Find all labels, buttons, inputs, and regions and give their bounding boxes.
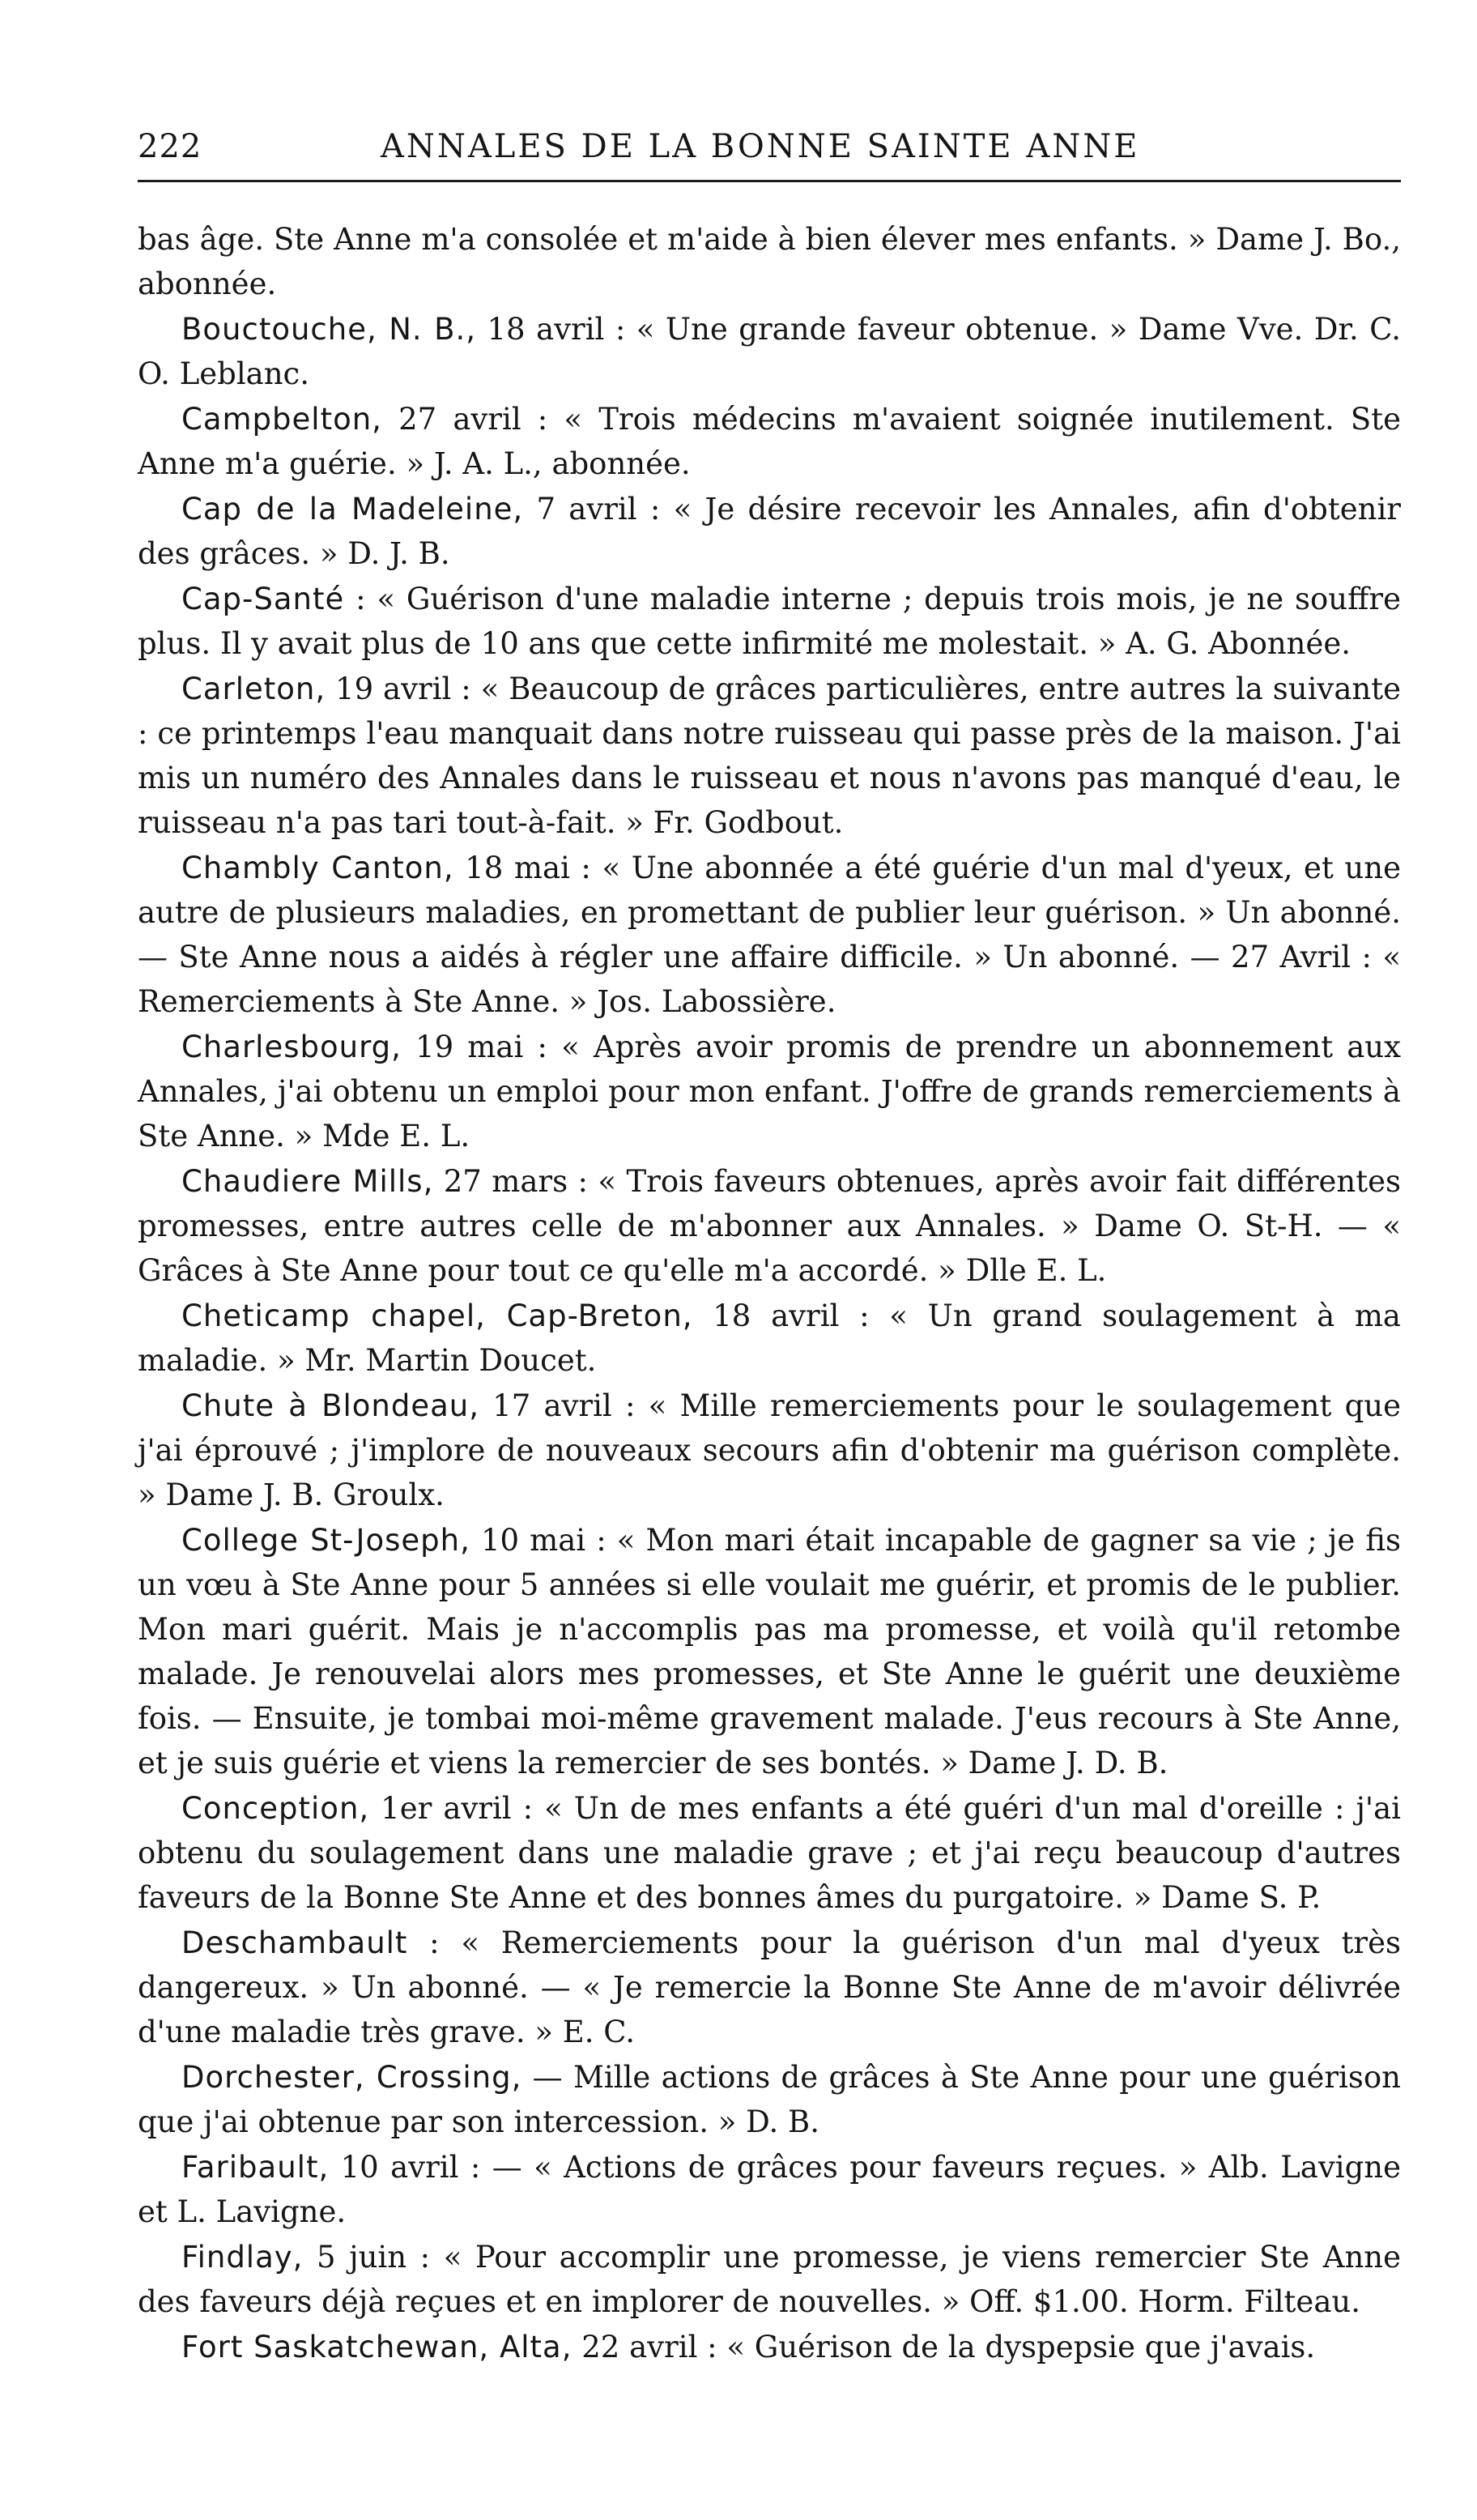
entry-text: 10 avril : — « Actions de grâces pour faveurs reçues. » Alb. Lavigne et L. Lavigne. <box>138 2150 1401 2229</box>
entry-continued <box>138 217 1401 306</box>
entry-text: : « Guérison d'une maladie interne ; depuis trois mois, je ne souffre plus. Il y avait plus de 10 ans que cette infirmité me molestait. » A. G. Abonnée. <box>138 582 1401 661</box>
entry-text: 27 avril : « Trois médecins m'avaient soignée inutilement. Ste Anne m'a guérie. » J. A. L., abonnée. <box>138 402 1401 481</box>
entry-place: Chaudiere Mills, <box>181 1164 434 1199</box>
page-header <box>138 122 1401 178</box>
entry-place: Chute à Blondeau, <box>181 1388 479 1423</box>
running-title: ANNALES DE LA BONNE SAINTE ANNE <box>381 128 1140 165</box>
entry-place: Cap-Santé <box>181 582 345 616</box>
entry-place: Cheticamp chapel, Cap-Breton, <box>181 1298 693 1333</box>
entry-place: Conception, <box>181 1791 370 1826</box>
entry-place: Fort Saskatchewan, Alta, <box>181 2330 572 2364</box>
entry-place: Campbelton, <box>181 402 382 437</box>
entry-place: Cap de la Madeleine, <box>181 492 524 527</box>
page-number: 222 <box>138 128 202 165</box>
entry <box>138 307 1401 396</box>
entry-text: — Mille actions de grâces à Ste Anne pour une guérison que j'ai obtenue par son intercession. » D. B. <box>138 2060 1401 2139</box>
entry-place: College St-Joseph, <box>181 1523 470 1558</box>
entry-place: Carleton, <box>181 672 326 706</box>
entry <box>138 1159 1401 1293</box>
entry <box>138 2325 1401 2369</box>
entry-place: Chambly Canton, <box>181 851 454 885</box>
entry-text: 19 mai : « Après avoir promis de prendre un abonnement aux Annales, j'ai obtenu un emploi pour mon enfant. J'offre de grands remerciements à Ste Anne. » Mde E. L. <box>138 1030 1401 1153</box>
entry <box>138 1025 1401 1158</box>
entry-text: 18 avril : « Une grande faveur obtenue. » Dame Vve. Dr. C. O. Leblanc. <box>138 312 1402 391</box>
entry <box>138 487 1401 576</box>
entry-text: : « Remerciements pour la guérison d'un mal d'yeux très dangereux. » Un abonné. — « Je remercie la Bonne Ste Anne de m'avoir délivrée d'une maladie très grave. » E. C. <box>138 1925 1401 2049</box>
entry <box>138 667 1401 845</box>
entry-place: Charlesbourg, <box>181 1030 402 1064</box>
entry <box>138 2235 1401 2324</box>
entry <box>138 577 1401 666</box>
entry-place: Dorchester, Crossing, <box>181 2060 522 2095</box>
entry-place: Deschambault <box>181 1925 408 1960</box>
entry-place: Findlay, <box>181 2240 304 2275</box>
entry-text: 17 avril : « Mille remerciements pour le soulagement que j'ai éprouvé ; j'implore de nouveaux secours afin d'obtenir ma guérison complète. » Dame J. B. Groulx. <box>138 1388 1401 1512</box>
entry-text: bas âge. Ste Anne m'a consolée et m'aide à bien élever mes enfants. » Dame J. Bo., abonnée. <box>138 222 1401 301</box>
header-rule <box>138 180 1401 182</box>
entry-text: 18 mai : « Une abonnée a été guérie d'un mal d'yeux, et une autre de plusieurs maladies, en promettant de publier leur guérison. » Un abonné. — Ste Anne nous a aidés à régler une affaire difficile. » Un abonné. — 27 Avril : « Remerciements à Ste Anne. » Jos. Labossière. <box>138 851 1401 1019</box>
entry <box>138 2055 1401 2144</box>
entry-text: 10 mai : « Mon mari était incapable de gagner sa vie ; je fis un vœu à Ste Anne pour 5 années si elle voulait me guérir, et promis de le publier. Mon mari guérit. Mais je n'accomplis pas ma promesse, et voilà qu'il retombe malade. Je renouvelai alors mes promesses, et Ste Anne le guérit une deuxième fois. — Ensuite, je tombai moi-même gravement malade. J'eus recours à Ste Anne, et je suis guérie et viens la remercier de ses bontés. » Dame J. D. B. <box>138 1523 1401 1780</box>
entry <box>138 397 1401 486</box>
entry-place: Bouctouche, N. B., <box>181 312 477 347</box>
entry-text: 22 avril : « Guérison de la dyspepsie que j'avais. <box>572 2330 1316 2364</box>
body-text <box>138 217 1401 2370</box>
entry-text: 18 avril : « Un grand soulagement à ma maladie. » Mr. Martin Doucet. <box>138 1298 1401 1378</box>
entry-text: 19 avril : « Beaucoup de grâces particulières, entre autres la suivante : ce printemps l'eau manquait dans notre ruisseau qui passe près de la maison. J'ai mis un numéro des Annales dans le ruisseau et nous n'avons pas manqué d'eau, le ruisseau n'a pas tari tout-à-fait. » Fr. Godbout. <box>138 672 1401 840</box>
entry-text: 7 avril : « Je désire recevoir les Annales, afin d'obtenir des grâces. » D. J. B. <box>138 492 1401 571</box>
entry-text: 1er avril : « Un de mes enfants a été guéri d'un mal d'oreille : j'ai obtenu du soulagement dans une maladie grave ; et j'ai reçu beaucoup d'autres faveurs de la Bonne Ste Anne et des bonnes âmes du purgatoire. » Dame S. P. <box>138 1791 1401 1915</box>
entry <box>138 1921 1401 2054</box>
entry <box>138 1384 1401 1517</box>
entry-place: Faribault, <box>181 2150 330 2185</box>
entry <box>138 1294 1401 1383</box>
entry-text: 5 juin : « Pour accomplir une promesse, je viens remercier Ste Anne des faveurs déjà reçues et en implorer de nouvelles. » Off. $1.00. Horm. Filteau. <box>138 2240 1401 2319</box>
entry <box>138 1786 1401 1920</box>
entry <box>138 846 1401 1024</box>
entry-text: 27 mars : « Trois faveurs obtenues, après avoir fait différentes promesses, entre autres celle de m'abonner aux Annales. » Dame O. St-H. — « Grâces à Ste Anne pour tout ce qu'elle m'a accordé. » Dlle E. L. <box>138 1164 1402 1288</box>
entry <box>138 1518 1401 1785</box>
entry <box>138 2145 1401 2234</box>
